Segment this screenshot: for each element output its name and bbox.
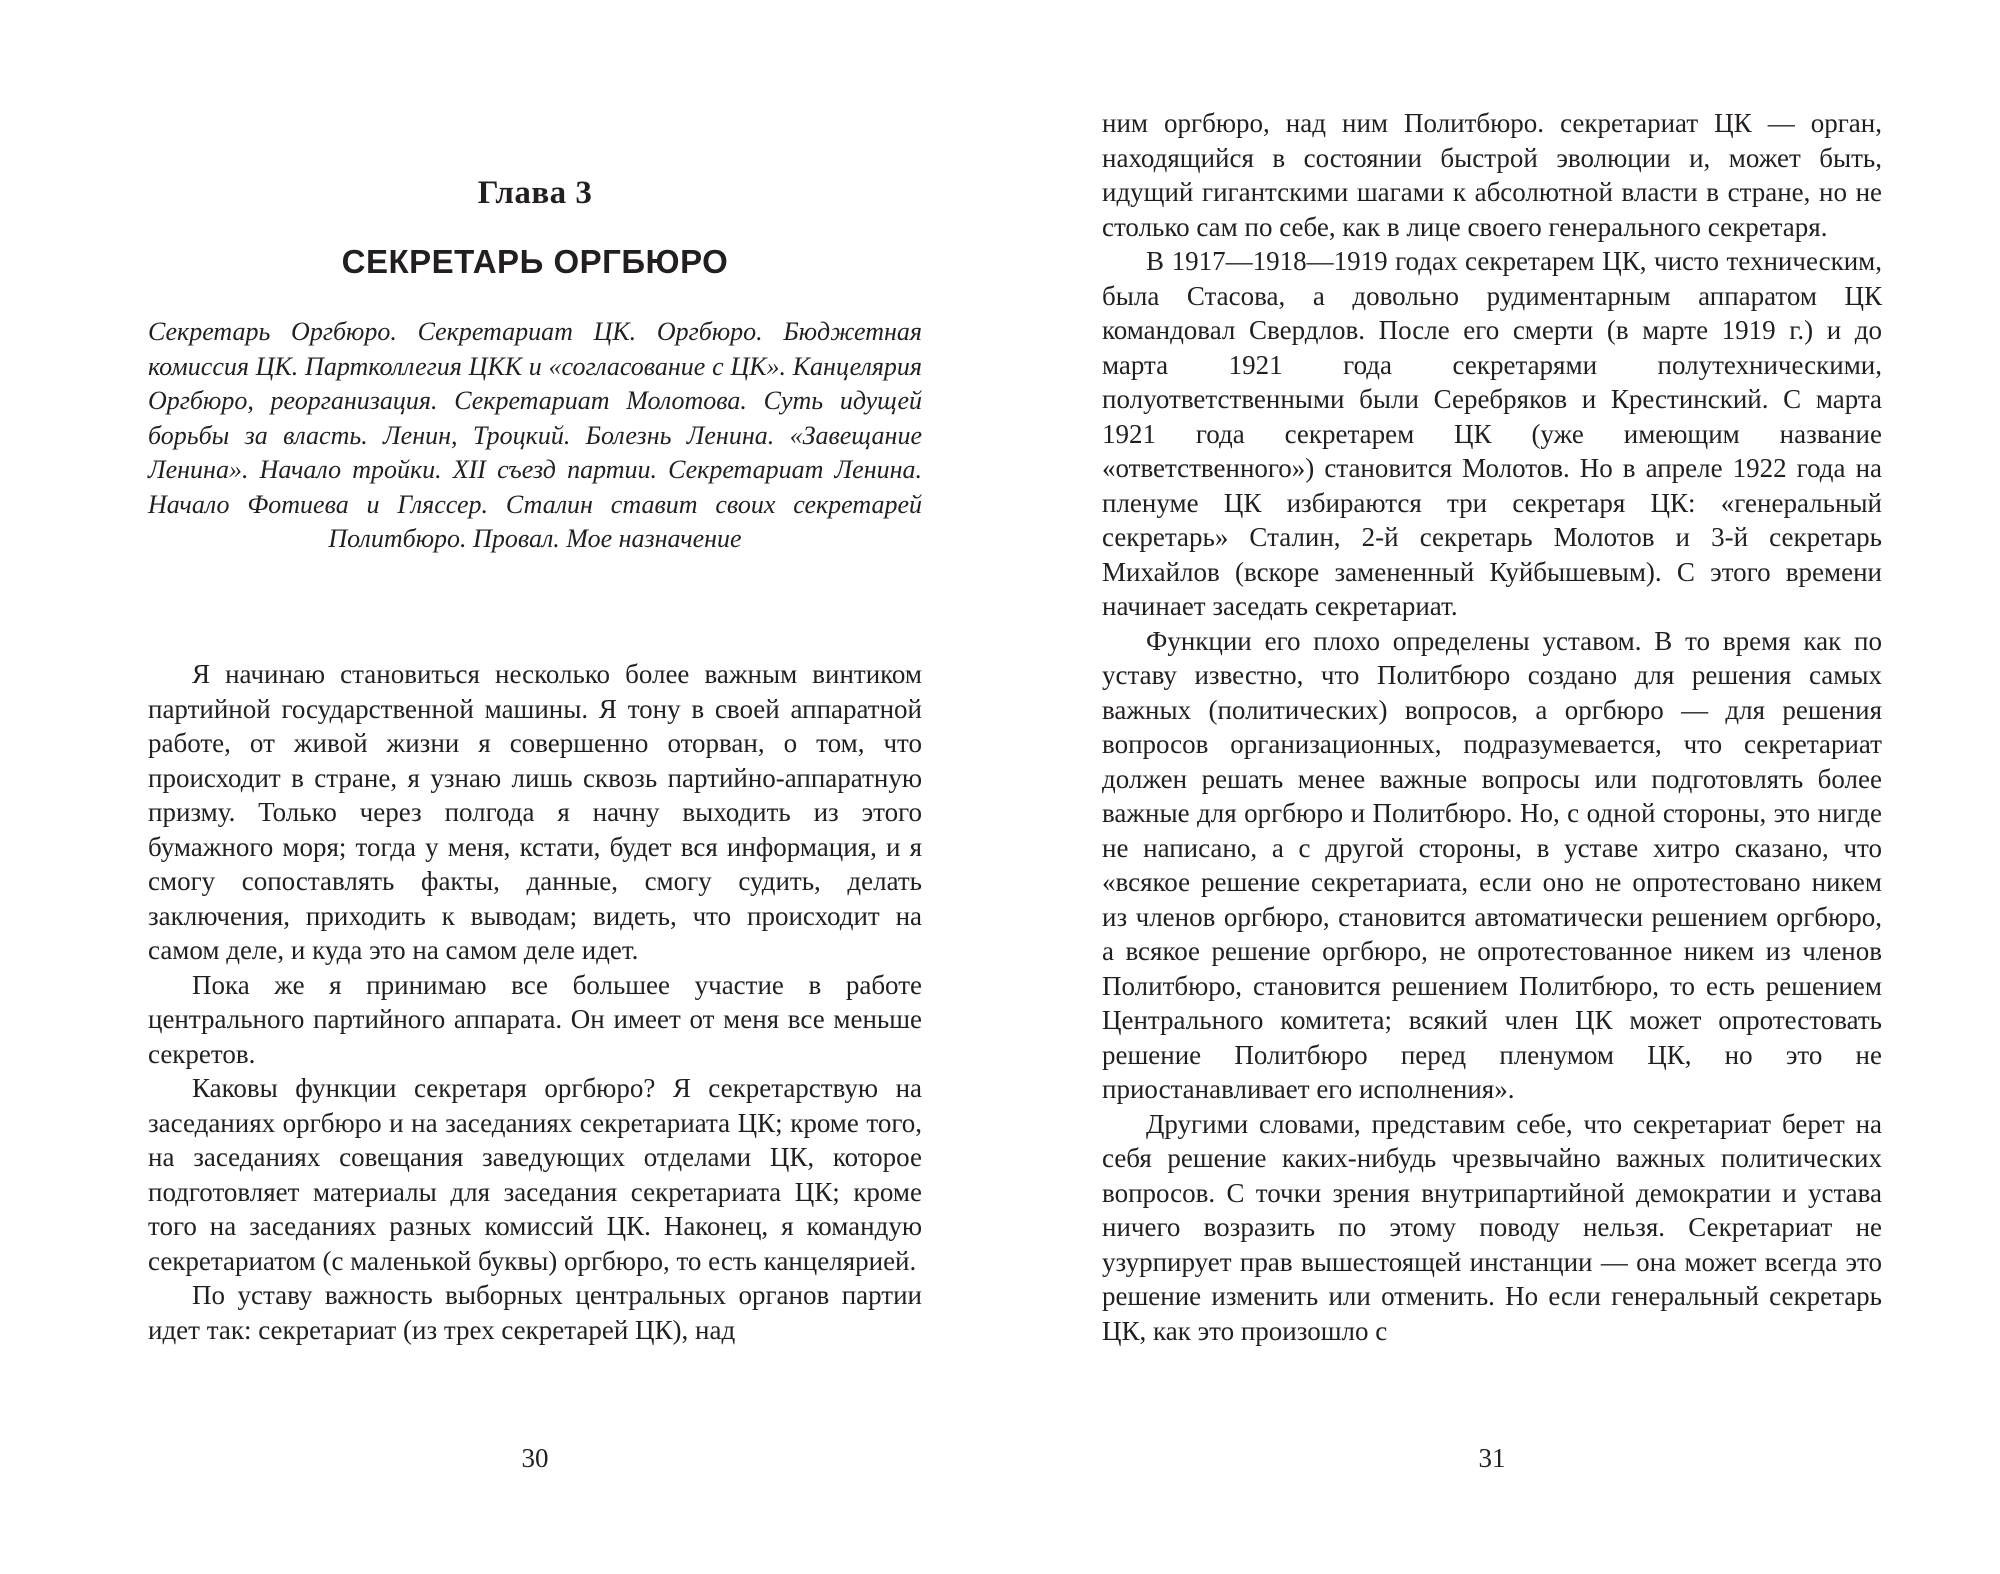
paragraph: В 1917—1918—1919 годах секретарем ЦК, чисто техническим, была Стасова, а довольно рудиментарным аппаратом ЦК командовал Свердлов. После его смерти (в марте 1919 г.) и до марта 1921 года секретарями полутехническими, полуответственными были Серебряков и Крестинский. С марта 1921 года секретарем ЦК (уже имеющим название «ответственного») становится Молотов. Но в апреле 1922 года на пленуме ЦК избираются три секретаря ЦК: «генеральный секретарь» Сталин, 2-й секретарь Молотов и 3-й секретарь Михайлов (вскоре замененный Куйбышевым). С этого времени начинает заседать секретариат. [1102, 246, 1882, 621]
chapter-number: Глава 3 [477, 175, 593, 211]
chapter-synopsis: Секретарь Оргбюро. Секретариат ЦК. Оргбюро. Бюджетная комиссия ЦК. Партколлегия ЦКК и «согласование с ЦК». Канцелярия Оргбюро, реорганизация. Секретариат Молотова. Суть идущей борьбы за власть. Ленин, Троцкий. Болезнь Ленина. «Завещание Ленина». Начало тройки. XII съезд партии. Секретариат Ленина. Начало Фотиева и Гляссер. Сталин ставит своих секретарей Политбюро. Провал. Мое назначение [148, 317, 922, 553]
paragraph: Функции его плохо определены уставом. В то время как по уставу известно, что Политбюро создано для решения самых важных (политических) вопросов, а оргбюро — для решения вопросов организационных, подразумевается, что секретариат должен решать менее важные вопросы или подготовлять более важные для оргбюро и Политбюро. Но, с одной стороны, это нигде не написано, а с другой стороны, в уставе хитро сказано, что «всякое решение секретариата, если оно не опротестовано никем из членов оргбюро, становится автоматически решением оргбюро, а всякое решение оргбюро, не опротестованное никем из членов Политбюро, становится решением Политбюро, то есть решением Центрального комитета; всякий член ЦК может опротестовать решение Политбюро перед пленумом ЦК, но это не приостанавливает его исполнения». [1102, 625, 1882, 1104]
paragraph: Другими словами, представим себе, что секретариат берет на себя решение каких-нибудь чрезвычайно важных политических вопросов. С точки зрения внутрипартийной демократии и устава ничего возразить по этому поводу нельзя. Секретариат не узурпирует прав вышестоящей инстанции — она может всегда это решение изменить или отменить. Но если генеральный секретарь ЦК, как это произошло с [1102, 1108, 1882, 1346]
paragraph: По уставу важность выборных центральных органов партии идет так: секретариат (из трех секретарей ЦК), над [148, 1280, 922, 1345]
page-number: 30 [521, 1443, 549, 1473]
left-page-body [148, 657, 922, 1347]
continued-paragraph: ним оргбюро, над ним Политбюро. секретариат ЦК — орган, находящийся в состоянии быстрой эволюции и, может быть, идущий гигантскими шагами к абсолютной власти в стране, но не столько сам по себе, как в лице своего генерального секретаря. [1102, 108, 1882, 242]
page-number: 31 [1478, 1443, 1506, 1473]
right-page [1102, 0, 1882, 1574]
left-page [148, 0, 922, 1574]
chapter-title: СЕКРЕТАРЬ ОРГБЮРО [341, 243, 729, 280]
right-page-body [1102, 106, 1882, 1348]
paragraph: Пока же я принимаю все большее участие в работе центрального партийного аппарата. Он имеет от меня все меньше секретов. [148, 969, 922, 1069]
paragraph: Каковы функции секретаря оргбюро? Я секретарствую на заседаниях оргбюро и на заседаниях секретариата ЦК; кроме того, на заседаниях совещания заведующих отделами ЦК, которое подготовляет материалы для заседания секретариата ЦК; кроме того на заседаниях разных комиссий ЦК. Наконец, я командую секретариатом (с маленькой буквы) оргбюро, то есть канцелярией. [148, 1073, 922, 1276]
paragraph: Я начинаю становиться несколько более важным винтиком партийной государственной машины. Я тону в своей аппаратной работе, от живой жизни я совершенно оторван, о том, что происходит в стране, я узнаю лишь сквозь партийно-аппаратную призму. Только через полгода я начну выходить из этого бумажного моря; тогда у меня, кстати, будет вся информация, и я смогу сопоставлять факты, данные, смогу судить, делать заключения, приходить к выводам; видеть, что происходит на самом деле, и куда это на самом деле идет. [148, 659, 922, 965]
